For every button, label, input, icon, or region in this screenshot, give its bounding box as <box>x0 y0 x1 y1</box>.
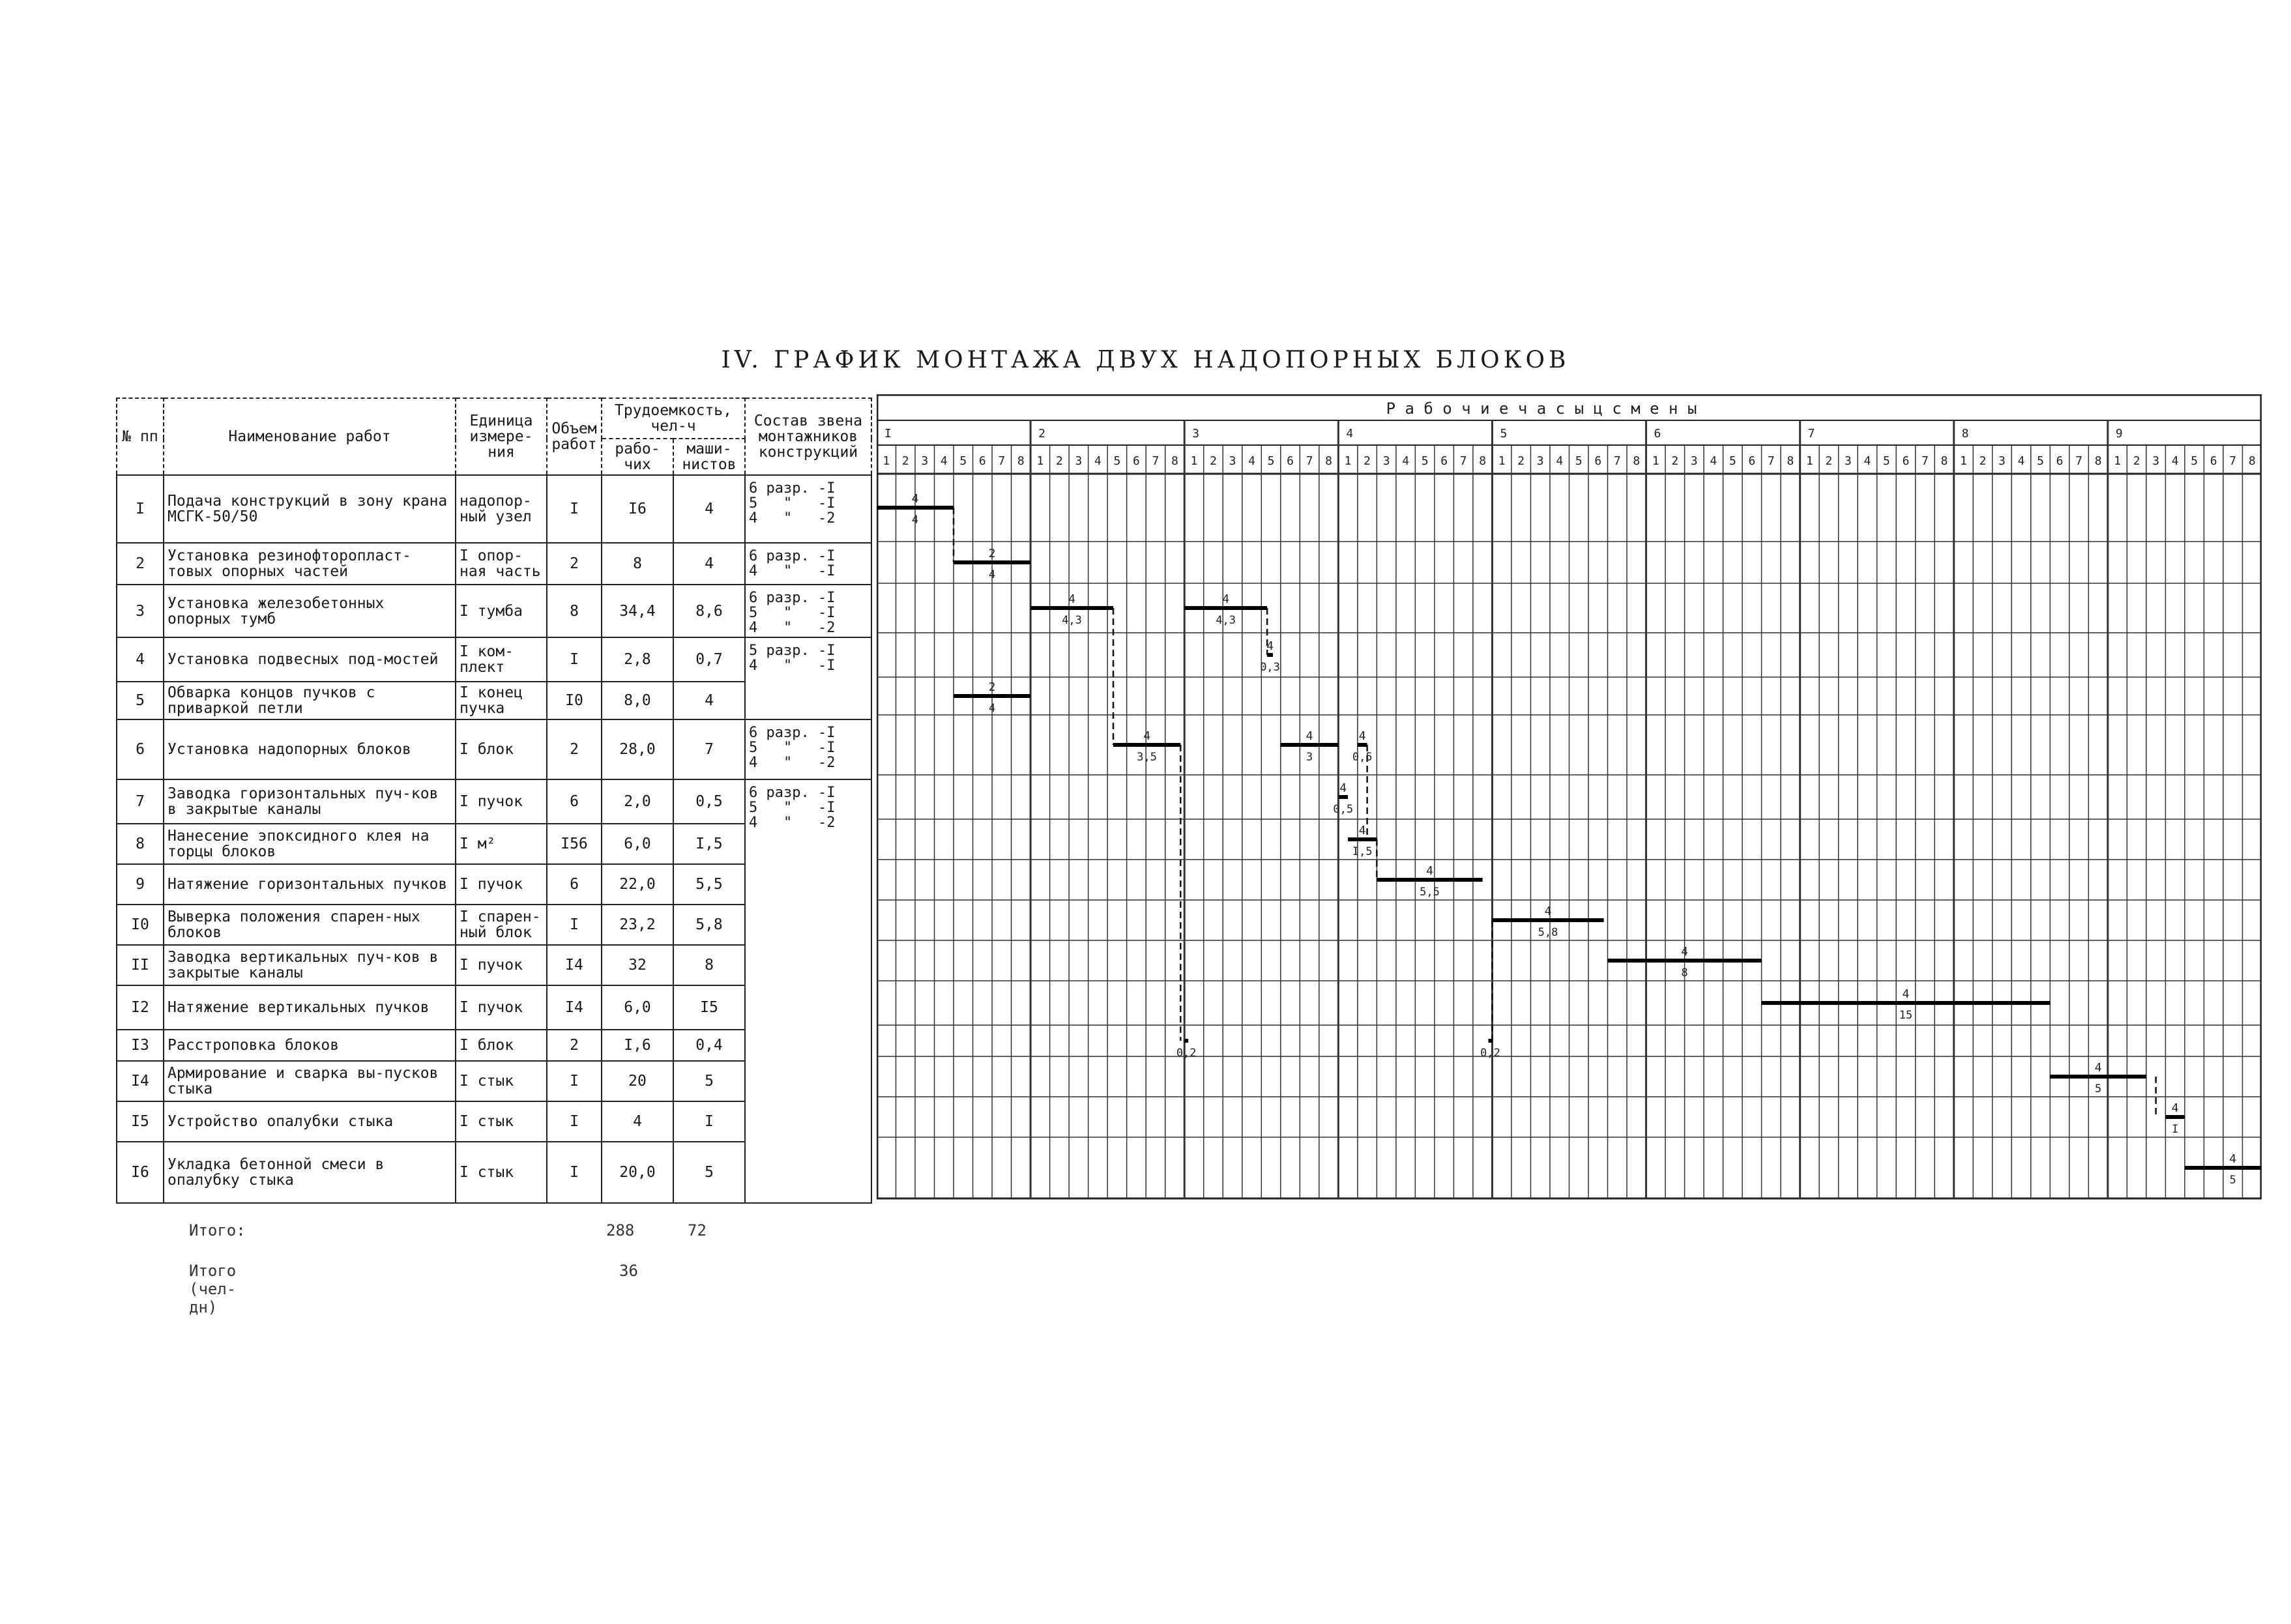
row-crew <box>745 719 871 779</box>
row-workers: 4 <box>602 1101 673 1142</box>
row-machinists: 0,7 <box>673 637 745 682</box>
row-unit: I стык <box>456 1061 547 1101</box>
row-volume: I4 <box>547 945 602 985</box>
bar-crew-label: 4 <box>1339 781 1347 795</box>
row-workers: I,6 <box>602 1030 673 1061</box>
row-workers: 8 <box>602 543 673 585</box>
hour-label: 2 <box>1364 454 1371 468</box>
hour-label: 3 <box>1075 454 1083 468</box>
bar-duration-label: 0,3 <box>1260 661 1280 674</box>
row-num: 7 <box>117 779 164 824</box>
table-row <box>117 585 871 637</box>
row-name: Натяжение горизонтальных пучков <box>164 864 456 905</box>
hour-label: 6 <box>2056 454 2064 468</box>
hour-label: 2 <box>1210 454 1217 468</box>
row-machinists: 8,6 <box>673 585 745 637</box>
row-workers: 28,0 <box>602 719 673 779</box>
row-machinists: I <box>673 1101 745 1142</box>
hour-label: 7 <box>2229 454 2237 468</box>
row-crew <box>745 475 871 543</box>
row-volume: I0 <box>547 682 602 719</box>
hour-label: 2 <box>1055 454 1063 468</box>
page-title: IV. ГРАФИК МОНТАЖА ДВУХ НАДОПОРНЫХ БЛОКОВ <box>721 347 1570 373</box>
row-volume: 2 <box>547 719 602 779</box>
crew-line: 6 разр. -I <box>749 480 836 497</box>
total-workers: 288 <box>606 1221 635 1240</box>
row-volume: I <box>547 637 602 682</box>
hour-label: 4 <box>1094 454 1102 468</box>
row-name: Подача конструкций в зону крана МСГК-50/50 <box>164 475 456 543</box>
row-volume: 2 <box>547 543 602 585</box>
hour-label: 5 <box>2191 454 2198 468</box>
hour-label: 5 <box>1421 454 1429 468</box>
crew-line: 4 " -I <box>749 563 836 580</box>
row-unit: I м² <box>456 824 547 864</box>
bar-crew-label: 4 <box>2229 1152 2237 1166</box>
row-workers: 6,0 <box>602 824 673 864</box>
crew-line: 5 " -I <box>749 800 836 817</box>
row-workers: 6,0 <box>602 985 673 1030</box>
row-volume: I56 <box>547 824 602 864</box>
gantt-chart <box>877 394 2262 1215</box>
hour-label: 1 <box>1190 454 1198 468</box>
hour-label: 5 <box>1267 454 1275 468</box>
crew-line: 4 " -2 <box>749 510 836 527</box>
bar-duration-label: 0,2 <box>1480 1047 1500 1060</box>
bar-crew-label: 2 <box>988 547 996 560</box>
hour-label: 3 <box>2152 454 2160 468</box>
row-unit: I пучок <box>456 864 547 905</box>
hour-label: 1 <box>1960 454 1967 468</box>
bar-duration-label: 8 <box>1681 966 1688 979</box>
row-name: Расстроповка блоков <box>164 1030 456 1061</box>
bar-crew-label: 4 <box>1544 905 1552 918</box>
hour-label: 6 <box>1594 454 1602 468</box>
table-row <box>117 475 871 543</box>
hour-label: 7 <box>1613 454 1621 468</box>
row-name: Установка резинофторопласт-товых опорных частей <box>164 543 456 585</box>
row-workers: 8,0 <box>602 682 673 719</box>
row-machinists: 4 <box>673 682 745 719</box>
table-body <box>117 475 871 1203</box>
bar-duration-label: 5,8 <box>1538 926 1558 939</box>
crew-line: 5 " -I <box>749 605 836 622</box>
shift-label: 5 <box>1500 427 1508 441</box>
hour-label: 4 <box>1248 454 1255 468</box>
row-name: Установка надопорных блоков <box>164 719 456 779</box>
total-days-value: 36 <box>619 1262 638 1280</box>
row-machinists: I,5 <box>673 824 745 864</box>
row-unit: I ком-плект <box>456 637 547 682</box>
row-machinists: 5 <box>673 1061 745 1101</box>
hour-label: 6 <box>1902 454 1910 468</box>
row-unit: I блок <box>456 719 547 779</box>
hour-label: 7 <box>1306 454 1313 468</box>
hour-label: 7 <box>1921 454 1929 468</box>
row-workers: 34,4 <box>602 585 673 637</box>
row-name: Натяжение вертикальных пучков <box>164 985 456 1030</box>
crew-line: 6 разр. -I <box>749 785 836 802</box>
hour-label: 8 <box>1940 454 1948 468</box>
header-workers: рабо-чих <box>602 439 673 475</box>
work-schedule-table <box>116 398 872 1204</box>
row-machinists: 7 <box>673 719 745 779</box>
hour-label: 7 <box>1152 454 1160 468</box>
header-labor: Трудоемкость, чел-ч <box>602 398 745 439</box>
row-num: 4 <box>117 637 164 682</box>
bar-crew-label: 4 <box>1358 824 1366 837</box>
row-num: I5 <box>117 1101 164 1142</box>
row-workers: 2,0 <box>602 779 673 824</box>
bar-crew-label: 4 <box>2171 1101 2179 1115</box>
hour-label: 4 <box>2171 454 2179 468</box>
hour-label: 5 <box>2037 454 2045 468</box>
hour-label: 5 <box>1883 454 1890 468</box>
crew-line: 4 " -2 <box>749 620 836 637</box>
table-row <box>117 719 871 779</box>
shift-label: 4 <box>1346 427 1354 441</box>
row-name: Заводка вертикальных пуч-ков в закрытые каналы <box>164 945 456 985</box>
row-num: 9 <box>117 864 164 905</box>
shift-label: 9 <box>2115 427 2123 441</box>
gantt-header-label: Р а б о ч и е ч а с ы ц с м е н ы <box>1386 399 1697 418</box>
hour-label: 3 <box>1690 454 1698 468</box>
row-crew <box>745 543 871 585</box>
row-volume: I <box>547 475 602 543</box>
bar-duration-label: I <box>2172 1123 2179 1136</box>
hour-label: 2 <box>1825 454 1833 468</box>
total-label: Итого: <box>189 1221 246 1240</box>
shift-label: 7 <box>1807 427 1815 441</box>
bar-duration-label: 0,2 <box>1176 1047 1197 1060</box>
row-num: II <box>117 945 164 985</box>
hour-label: 2 <box>901 454 909 468</box>
hour-label: 8 <box>1171 454 1178 468</box>
crew-line: 6 разр. -I <box>749 725 836 742</box>
row-num: 5 <box>117 682 164 719</box>
hour-label: 4 <box>2017 454 2025 468</box>
row-name: Заводка горизонтальных пуч-ков в закрытые каналы <box>164 779 456 824</box>
bar-duration-label: 0,5 <box>1333 803 1354 816</box>
row-workers: 22,0 <box>602 864 673 905</box>
hour-label: 4 <box>1402 454 1410 468</box>
row-machinists: 5,5 <box>673 864 745 905</box>
row-volume: I <box>547 1101 602 1142</box>
bar-duration-label: 15 <box>1899 1009 1913 1022</box>
row-volume: 6 <box>547 779 602 824</box>
hour-label: 5 <box>1729 454 1736 468</box>
hour-label: 8 <box>1633 454 1641 468</box>
row-name: Обварка концов пучков с приваркой петли <box>164 682 456 719</box>
bar-duration-label: 4,3 <box>1062 614 1082 627</box>
header-unit: Единица измере-ния <box>456 398 547 475</box>
row-workers: 32 <box>602 945 673 985</box>
shift-label: 6 <box>1654 427 1661 441</box>
bar-duration-label: 5 <box>2229 1174 2236 1187</box>
header-name: Наименование работ <box>164 398 456 475</box>
crew-line: 4 " -2 <box>749 815 836 832</box>
hour-label: 8 <box>1787 454 1794 468</box>
hour-label: 3 <box>1998 454 2006 468</box>
row-name: Выверка положения спарен-ных блоков <box>164 905 456 945</box>
row-machinists: I5 <box>673 985 745 1030</box>
row-num: 2 <box>117 543 164 585</box>
row-name: Нанесение эпоксидного клея на торцы блоков <box>164 824 456 864</box>
hour-label: 8 <box>2094 454 2102 468</box>
bar-crew-label: 4 <box>1426 864 1433 878</box>
row-machinists: 8 <box>673 945 745 985</box>
row-name: Укладка бетонной смеси в опалубку стыка <box>164 1142 456 1203</box>
hour-label: 1 <box>1806 454 1813 468</box>
table-row <box>117 637 871 682</box>
shift-label: 2 <box>1038 427 1045 441</box>
row-volume: I <box>547 1061 602 1101</box>
row-machinists: 4 <box>673 543 745 585</box>
row-unit: I спарен-ный блок <box>456 905 547 945</box>
row-machinists: 0,5 <box>673 779 745 824</box>
bar-duration-label: 4,3 <box>1216 614 1236 627</box>
hour-label: 8 <box>1017 454 1025 468</box>
hour-label: 2 <box>2133 454 2140 468</box>
bar-crew-label: 4 <box>1902 987 1910 1001</box>
bar-crew-label: 4 <box>1222 592 1230 606</box>
bar-crew-label: 4 <box>1143 729 1151 743</box>
row-volume: I <box>547 1142 602 1203</box>
hour-label: 6 <box>2210 454 2217 468</box>
row-volume: I4 <box>547 985 602 1030</box>
hour-label: 3 <box>921 454 929 468</box>
row-num: 8 <box>117 824 164 864</box>
hour-label: 6 <box>978 454 986 468</box>
row-crew <box>745 585 871 637</box>
hour-label: 3 <box>1229 454 1236 468</box>
row-unit: I тумба <box>456 585 547 637</box>
crew-line: 5 " -I <box>749 740 836 757</box>
row-num: 3 <box>117 585 164 637</box>
row-num: 6 <box>117 719 164 779</box>
crew-line: 4 " -2 <box>749 755 836 772</box>
bar-crew-label: 4 <box>1681 945 1689 959</box>
row-machinists: 5 <box>673 1142 745 1203</box>
row-unit: I пучок <box>456 985 547 1030</box>
crew-line: 5 " -I <box>749 495 836 512</box>
hour-label: 6 <box>1287 454 1294 468</box>
total-machinists: 72 <box>688 1221 707 1240</box>
hour-label: 5 <box>959 454 967 468</box>
hour-label: 2 <box>1979 454 1987 468</box>
row-workers: I6 <box>602 475 673 543</box>
bar-crew-label: 4 <box>1068 592 1075 606</box>
row-volume: 6 <box>547 864 602 905</box>
crew-line: 6 разр. -I <box>749 548 836 564</box>
hour-label: 7 <box>2075 454 2083 468</box>
row-workers: 20,0 <box>602 1142 673 1203</box>
hour-label: 7 <box>998 454 1006 468</box>
hour-label: 2 <box>1671 454 1679 468</box>
row-name: Установка подвесных под-мостей <box>164 637 456 682</box>
row-name: Армирование и сварка вы-пусков стыка <box>164 1061 456 1101</box>
bar-duration-label: 5 <box>2095 1082 2102 1095</box>
hour-label: 3 <box>1382 454 1390 468</box>
bar-duration-label: 3 <box>1306 751 1313 764</box>
table-row <box>117 543 871 585</box>
hour-label: 7 <box>1459 454 1467 468</box>
hour-label: 3 <box>1845 454 1852 468</box>
row-volume: 8 <box>547 585 602 637</box>
hour-label: 4 <box>940 454 948 468</box>
header-num: № пп <box>117 398 164 475</box>
hour-label: 4 <box>1710 454 1717 468</box>
row-unit: I конец пучка <box>456 682 547 719</box>
header-volume: Объем работ <box>547 398 602 475</box>
hour-label: 6 <box>1440 454 1448 468</box>
row-machinists: 5,8 <box>673 905 745 945</box>
row-num: I6 <box>117 1142 164 1203</box>
shift-label: 3 <box>1192 427 1200 441</box>
hour-label: 2 <box>1517 454 1525 468</box>
hour-label: 8 <box>1479 454 1487 468</box>
hour-label: 3 <box>1536 454 1544 468</box>
hour-label: 1 <box>1498 454 1506 468</box>
row-num: I4 <box>117 1061 164 1101</box>
bar-duration-label: 4 <box>988 568 996 581</box>
hour-label: 8 <box>2248 454 2256 468</box>
row-workers: 20 <box>602 1061 673 1101</box>
hour-label: 4 <box>1863 454 1871 468</box>
bar-duration-label: 0,5 <box>1352 751 1373 764</box>
crew-line: 6 разр. -I <box>749 590 836 606</box>
hour-label: 1 <box>883 454 890 468</box>
crew-line: 4 " -I <box>749 658 836 674</box>
hour-label: 7 <box>1767 454 1775 468</box>
hour-label: 6 <box>1133 454 1140 468</box>
header-machinists: маши-нистов <box>673 439 745 475</box>
total-days-label: Итого (чел-дн) <box>189 1262 237 1316</box>
row-num: I3 <box>117 1030 164 1061</box>
shift-label: I <box>884 427 892 441</box>
row-workers: 23,2 <box>602 905 673 945</box>
hour-label: 6 <box>1748 454 1756 468</box>
bar-duration-label: 4 <box>988 702 996 715</box>
row-crew <box>745 637 871 719</box>
row-unit: I пучок <box>456 945 547 985</box>
row-unit: надопор-ный узел <box>456 475 547 543</box>
hour-label: 1 <box>1344 454 1352 468</box>
row-name: Установка железобетонных опорных тумб <box>164 585 456 637</box>
row-crew <box>745 779 871 1203</box>
row-workers: 2,8 <box>602 637 673 682</box>
hour-label: 4 <box>1556 454 1564 468</box>
bar-crew-label: 4 <box>1266 639 1274 653</box>
header-crew: Состав звена монтажников конструкций <box>745 398 871 475</box>
bar-duration-label: 3,5 <box>1137 751 1158 764</box>
bar-duration-label: 4 <box>911 514 919 527</box>
bar-crew-label: 4 <box>1306 729 1313 743</box>
hour-label: 1 <box>2114 454 2122 468</box>
row-machinists: 4 <box>673 475 745 543</box>
table-row <box>117 779 871 824</box>
row-volume: I <box>547 905 602 945</box>
bar-crew-label: 4 <box>2094 1061 2102 1075</box>
hour-label: 1 <box>1036 454 1044 468</box>
bar-crew-label: 2 <box>988 680 996 694</box>
row-num: I0 <box>117 905 164 945</box>
bar-crew-label: 4 <box>1358 729 1366 743</box>
shift-label: 8 <box>1961 427 1969 441</box>
bar-crew-label: 4 <box>911 492 919 506</box>
hour-label: 1 <box>1652 454 1659 468</box>
hour-label: 5 <box>1113 454 1121 468</box>
hour-label: 5 <box>1575 454 1583 468</box>
row-unit: I стык <box>456 1142 547 1203</box>
row-unit: I стык <box>456 1101 547 1142</box>
row-unit: I опор-ная часть <box>456 543 547 585</box>
bar-duration-label: I,5 <box>1352 845 1373 858</box>
row-name: Устройство опалубки стыка <box>164 1101 456 1142</box>
row-num: I2 <box>117 985 164 1030</box>
row-machinists: 0,4 <box>673 1030 745 1061</box>
row-volume: 2 <box>547 1030 602 1061</box>
bar-duration-label: 5,5 <box>1420 886 1440 899</box>
row-unit: I пучок <box>456 779 547 824</box>
row-unit: I блок <box>456 1030 547 1061</box>
row-num: I <box>117 475 164 543</box>
hour-label: 8 <box>1325 454 1332 468</box>
crew-line: 5 разр. -I <box>749 643 836 660</box>
